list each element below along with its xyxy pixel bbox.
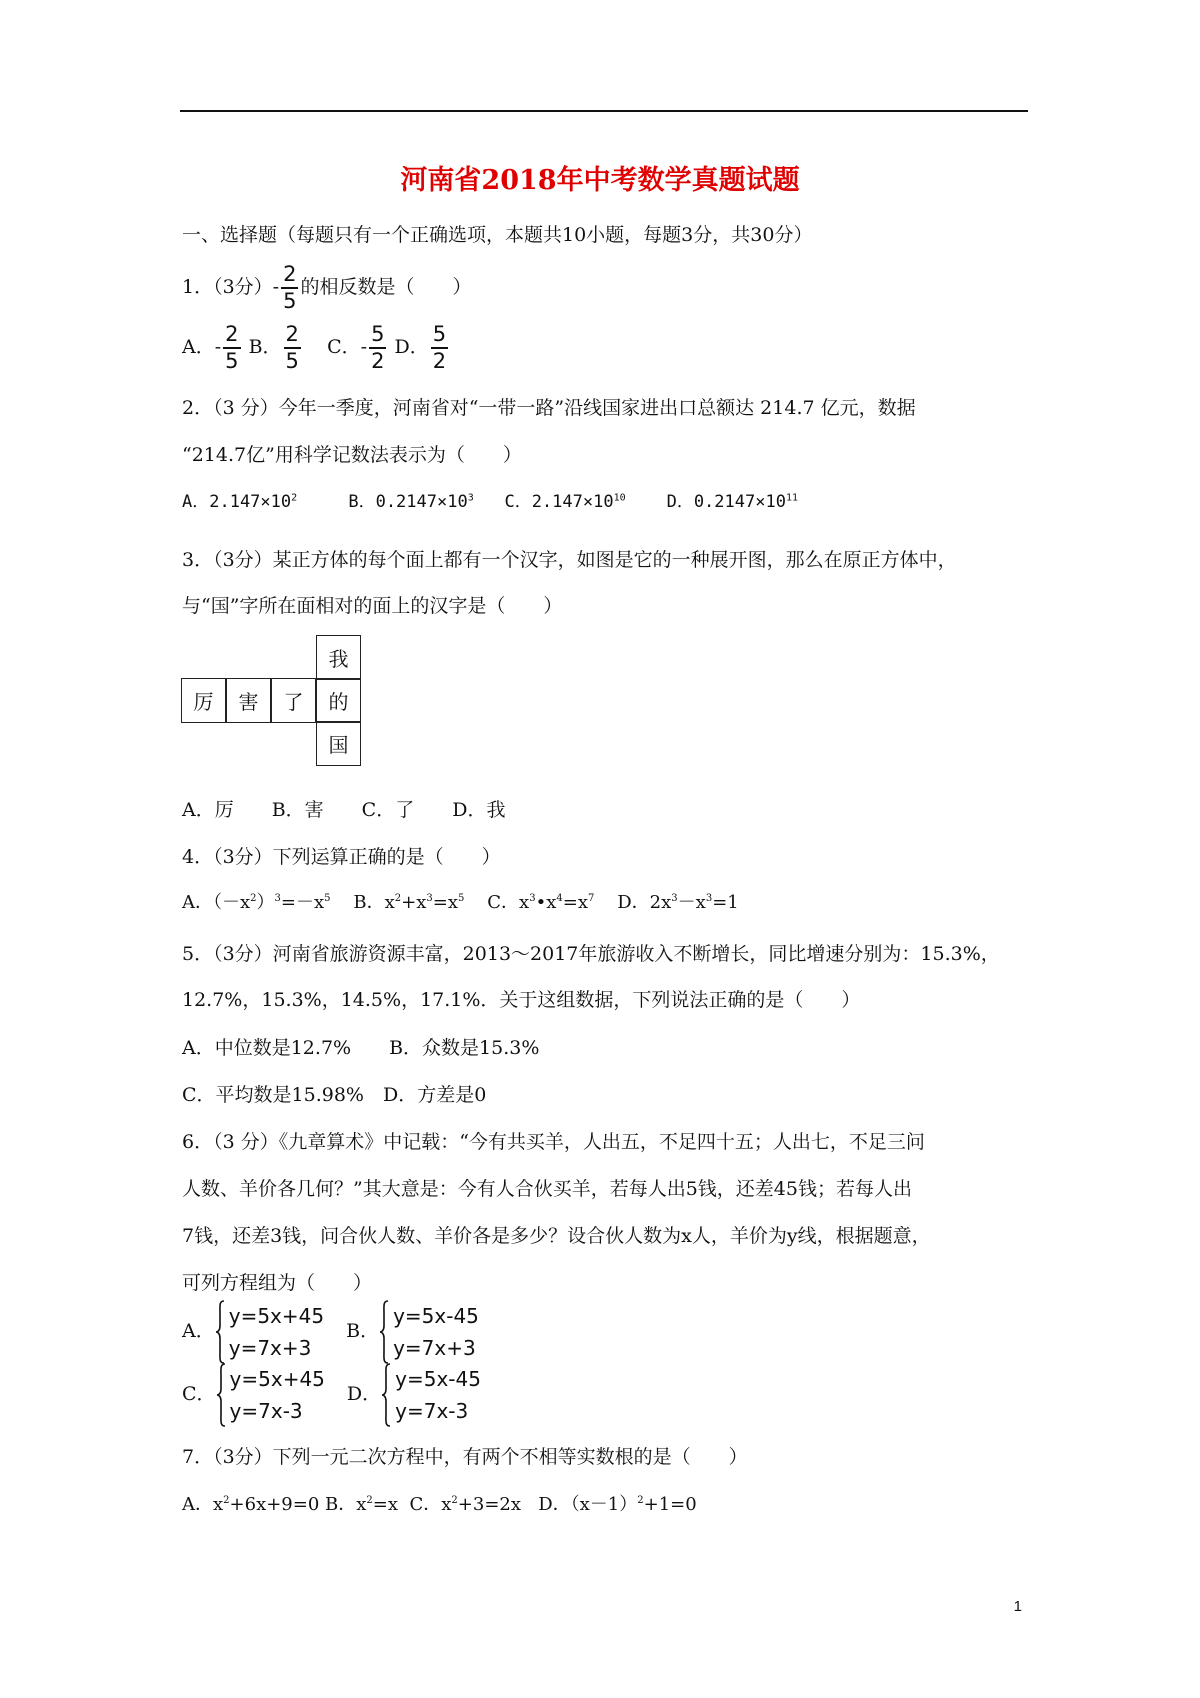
fraction: $\frac{5}{2}$ — [432, 322, 447, 373]
question-1-options: A．- $\frac{2}{5}$ B． $\frac{2}{5}$ C．- $\frac{5}{2}$ D． $\frac{5}{2}$ — [182, 322, 447, 373]
question-6-line2: 人数、羊价各几何？”其大意是：今有人合伙买羊，若每人出5钱，还差45钱；若每人出 — [182, 1178, 912, 1200]
equation-system: y=5x-45 y=7x+3 — [379, 1300, 479, 1364]
question-7: 7．（3分）下列一元二次方程中，有两个不相等实数根的是（ ） — [182, 1446, 748, 1468]
question-2-line2: “214.7亿”用科学记数法表示为（ ） — [182, 444, 522, 466]
question-6-options-ab: A． y=5x+45 y=7x+3 B． y=5x-45 y=7x+3 — [182, 1300, 501, 1364]
question-5-options-cd: C．平均数是15.98% D．方差是0 — [182, 1084, 487, 1106]
net-cell: 我 — [316, 635, 361, 680]
question-5-line2: 12.7%，15.3%，14.5%，17.1%．关于这组数据，下列说法正确的是（ ） — [182, 989, 861, 1011]
page-title: 河南省2018年中考数学真题试题 — [400, 165, 800, 196]
section-heading: 一、选择题（每题只有一个正确选项，本题共10小题，每题3分，共30分） — [182, 224, 813, 246]
equation-system: y=5x+45 y=7x+3 — [215, 1300, 324, 1364]
fraction: $\frac{2}{5}$ — [225, 322, 239, 373]
question-6-line4: 可列方程组为（ ） — [182, 1272, 373, 1294]
question-5-options-ab: A．中位数是12.7% B．众数是15.3% — [182, 1037, 540, 1059]
question-1: 1．（3分）- $\frac{2}{5}$ 的相反数是（ ） — [182, 262, 472, 313]
net-cell: 国 — [316, 721, 361, 766]
brace-icon — [216, 1363, 226, 1427]
question-2-line1: 2．（3 分）今年一季度，河南省对“一带一路”沿线国家进出口总额达 214.7 亿元，数据 — [182, 397, 916, 419]
question-2-options: A．$2.147\times 10^2$ B．$0.2147\times 10^3$ C．$2.147\times 10^{10}$ D．$0.2147\times 10^{11}$ — [182, 492, 798, 512]
brace-icon — [379, 1300, 389, 1364]
net-cell: 害 — [226, 678, 271, 723]
brace-icon — [381, 1363, 391, 1427]
question-6-line1: 6．（3 分）《九章算术》中记载：“今有共买羊，人出五，不足四十五；人出七，不足三问 — [182, 1131, 925, 1153]
question-3-line2: 与“国”字所在面相对的面上的汉字是（ ） — [182, 595, 563, 617]
equation-system: y=5x-45 y=7x-3 — [381, 1363, 481, 1427]
question-3-line1: 3．（3分）某正方体的每个面上都有一个汉字，如图是它的一种展开图，那么在原正方体中， — [182, 549, 957, 571]
fraction: $\frac{2}{5}$ — [285, 322, 299, 373]
net-cell: 的 — [316, 678, 361, 723]
question-4: 4．（3分）下列运算正确的是（ ） — [182, 846, 501, 868]
net-cell: 了 — [271, 678, 316, 723]
net-cell: 厉 — [181, 678, 226, 723]
question-3-options: A．厉 B．害 C．了 D．我 — [182, 799, 506, 821]
fraction: $\frac{2}{5}$ — [283, 262, 297, 313]
fraction: $\frac{5}{2}$ — [371, 322, 385, 373]
page-number: 1 — [1013, 1598, 1022, 1615]
question-6-options-cd: C． y=5x+45 y=7x-3 D． y=5x-45 y=7x-3 — [182, 1363, 503, 1427]
question-6-line3: 7钱，还差3钱，问合伙人数、羊价各是多少？设合伙人数为x人，羊价为y线，根据题意， — [182, 1225, 931, 1247]
question-7-options: A．$x^2+6x+9=0$ B．$x^2=x$ C．$x^2+3=2x$ D．$(x-1)^2+1=0$ — [182, 1494, 697, 1515]
header-rule — [180, 110, 1028, 112]
question-5-line1: 5．（3分）河南省旅游资源丰富，2013～2017年旅游收入不断增长，同比增速分别为：15.3%， — [182, 943, 1000, 965]
question-4-options: A．$(-x^2)^3=-x^5$ B．$x^2+x^3=x^5$ C．$x^3•x^4=x^7$ D．$2x^3-x^3=1$ — [182, 892, 739, 913]
brace-icon — [215, 1300, 225, 1364]
equation-system: y=5x+45 y=7x-3 — [216, 1363, 325, 1427]
